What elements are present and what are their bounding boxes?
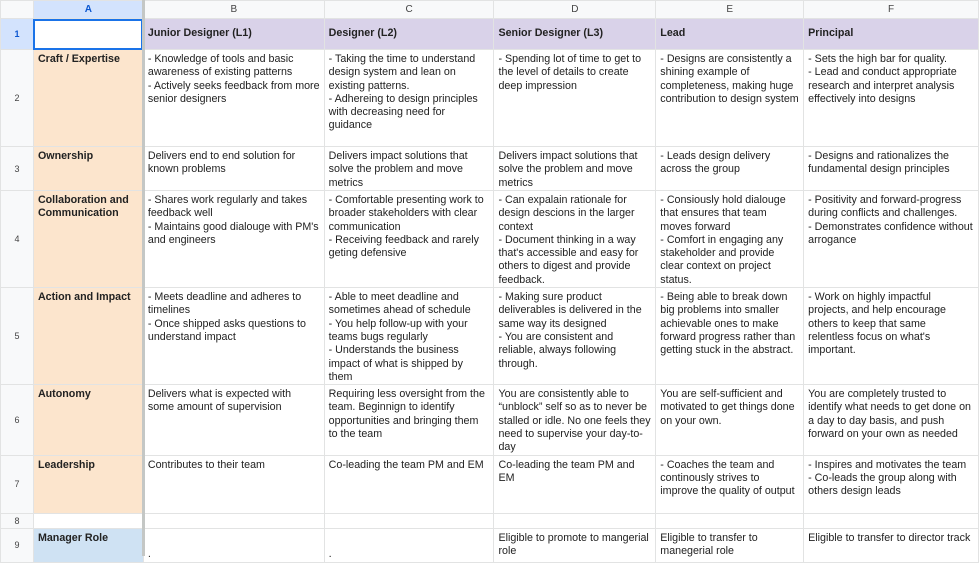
row-header-9[interactable]: 9 [1, 528, 34, 562]
cell-d2[interactable] [494, 50, 656, 147]
row-header-5[interactable]: 5 [1, 288, 34, 385]
table-row [1, 191, 979, 288]
category-cell[interactable]: Leadership [33, 455, 143, 513]
cell-line: - Shares work regularly and takes feedback well [147, 194, 308, 220]
cell-b2[interactable] [143, 50, 324, 147]
cell-d5[interactable] [494, 288, 656, 385]
category-cell[interactable]: Collaboration and Communication [33, 191, 143, 288]
row-header-7[interactable]: 7 [1, 455, 34, 513]
cell-b3[interactable] [143, 147, 324, 191]
column-header-a[interactable]: A [33, 1, 143, 19]
column-header-e[interactable]: E [656, 1, 804, 19]
cell-line: - Can expalain rationale for design descions in the larger context [498, 194, 635, 233]
row-header-4[interactable]: 4 [1, 191, 34, 288]
cell-c4[interactable] [324, 191, 494, 288]
cell-f5[interactable] [804, 288, 979, 385]
cell-e2[interactable] [656, 50, 804, 147]
category-cell[interactable]: Action and Impact [33, 288, 143, 385]
cell-b7[interactable] [143, 455, 324, 513]
category-cell[interactable]: Craft / Expertise [33, 50, 143, 147]
cell-line: - Once shipped asks questions to understand impact [147, 317, 306, 343]
cell-line: . [147, 548, 151, 561]
cell-e9[interactable] [656, 528, 804, 562]
cell-line: - Comfort in engaging any stakeholder and provide clear context on project status. [660, 233, 784, 286]
cell-c9[interactable] [324, 528, 494, 562]
cell-line: Delivers what is expected with some amount of supervision [147, 388, 292, 414]
cell-line: - Designs are consistently a shining example of completeness, making huge contribution to design system [660, 53, 799, 105]
cell-line: - Lead and conduct appropriate research and interpret analysis effectively into designs [808, 66, 957, 105]
cell-line: Requiring less oversight from the team. Beginnign to identify opportunities and bringing them to the team [328, 388, 485, 441]
cell-line: Co-leading the team PM and EM [328, 458, 484, 471]
header-cell-junior[interactable]: Junior Designer (L1) [143, 19, 324, 50]
cell-line: - Designs and rationalizes the fundamental design principles [808, 150, 950, 176]
cell-f6[interactable] [804, 385, 979, 455]
cell-e4[interactable] [656, 191, 804, 288]
cell-f9[interactable] [804, 528, 979, 562]
cell-c5[interactable] [324, 288, 494, 385]
cell-c6[interactable] [324, 385, 494, 455]
header-cell-principal[interactable]: Principal [804, 19, 979, 50]
cell-line: - Understands the business impact of what is shipped by them [328, 344, 463, 383]
cell-c8[interactable] [324, 513, 494, 528]
row-header-2[interactable]: 2 [1, 50, 34, 147]
cell-line: - Leads design delivery across the group [660, 150, 771, 176]
cell-line: - Taking the time to understand design system and lean on existing patterns. [328, 53, 476, 92]
cell-line: - Actively seeks feedback from more senior designers [147, 79, 320, 105]
cell-e8[interactable] [656, 513, 804, 528]
cell-line: - Coaches the team and continously strives to improve the quality of output [660, 458, 795, 498]
cell-f3[interactable] [804, 147, 979, 191]
table-row [1, 455, 979, 513]
cell-line: - Spending lot of time to get to the level of details to create deep impression [498, 53, 642, 92]
cell-c7[interactable] [324, 455, 494, 513]
header-cell-senior[interactable]: Senior Designer (L3) [494, 19, 656, 50]
cell-line: You are self-sufficient and motivated to get things done on your own. [660, 388, 795, 427]
cell-f8[interactable] [804, 513, 979, 528]
cell-line: - Consiously hold dialouge that ensures that team moves forward [660, 194, 786, 233]
cell-line: You are consistently able to “unblock” self so as to never be stalled or idle. No one feels they need to supervise your day-to-day [498, 388, 651, 454]
category-cell[interactable]: Autonomy [33, 385, 143, 455]
cell-b6[interactable] [143, 385, 324, 455]
category-cell[interactable]: Manager Role [33, 528, 143, 562]
header-cell-lead[interactable]: Lead [656, 19, 804, 50]
cell-line: You are completely trusted to identify what needs to get done on a day to day basis, and push forward on your own as needed [808, 388, 971, 441]
cell-line: Delivers impact solutions that solve the problem and move metrics [498, 150, 638, 189]
cell-line: - Making sure product deliverables is delivered in the same way its designed [498, 291, 642, 330]
cell-line: - You help follow-up with your teams bugs regularly [328, 317, 468, 343]
row-header-1[interactable]: 1 [1, 19, 34, 50]
cell-line: - Maintains good dialouge with PM's and engineers [147, 220, 319, 246]
cell-d6[interactable] [494, 385, 656, 455]
cell-line: Contributes to their team [147, 458, 265, 471]
cell-d9[interactable] [494, 528, 656, 562]
cell-line: Co-leading the team PM and EM [498, 458, 635, 484]
cell-line: - Being able to break down big problems into smaller achievable ones to make forward progress rather than getting stuck in the abstract. [660, 291, 796, 357]
column-header-f[interactable]: F [804, 1, 979, 19]
cell-f4[interactable] [804, 191, 979, 288]
column-header-c[interactable]: C [324, 1, 494, 19]
cell-line: - Knowledge of tools and basic awareness of existing patterns [147, 53, 294, 79]
cell-b9[interactable] [143, 528, 324, 562]
cell-d7[interactable] [494, 455, 656, 513]
cell-f7[interactable] [804, 455, 979, 513]
cell-d3[interactable] [494, 147, 656, 191]
cell-line: Eligible to transfer to director track [808, 531, 971, 544]
cell-e3[interactable] [656, 147, 804, 191]
table-row [1, 147, 979, 191]
row-header-8[interactable]: 8 [1, 513, 34, 528]
cell-line: - Adhereing to design principles with decreasing need for guidance [328, 92, 478, 132]
category-cell[interactable]: Ownership [33, 147, 143, 191]
cell-e7[interactable] [656, 455, 804, 513]
cell-line: - Positivity and forward-progress during conflicts and challenges. [808, 194, 962, 220]
cell-b5[interactable] [143, 288, 324, 385]
cell-b8[interactable] [143, 513, 324, 528]
cell-line: - You are consistent and reliable, always following through. [498, 330, 617, 370]
row-header-3[interactable]: 3 [1, 147, 34, 191]
cell-line: - Comfortable presenting work to broader stakeholders with clear communication [328, 194, 484, 233]
column-header-b[interactable]: B [143, 1, 324, 19]
cell-a1-selected[interactable] [33, 19, 143, 50]
cell-a8[interactable] [33, 513, 143, 528]
cell-d8[interactable] [494, 513, 656, 528]
cell-d4[interactable] [494, 191, 656, 288]
cell-line: - Meets deadline and adheres to timelines [147, 291, 302, 317]
header-cell-designer[interactable]: Designer (L2) [324, 19, 494, 50]
table-row [1, 528, 979, 562]
cell-line: - Work on highly impactful projects, and help encourage others to keep that same relentless focus on what's important. [808, 291, 947, 357]
table-row [1, 288, 979, 385]
cell-line: - Receiving feedback and rarely geting defensive [328, 233, 479, 260]
cell-line: Delivers end to end solution for known problems [147, 150, 296, 176]
column-header-d[interactable]: D [494, 1, 656, 19]
cell-line: - Inspires and motivates the team [808, 458, 967, 471]
table-row [1, 385, 979, 455]
table-row [1, 50, 979, 147]
cell-line: Delivers impact solutions that solve the problem and move metrics [328, 150, 468, 189]
cell-c3[interactable] [324, 147, 494, 191]
cell-c2[interactable] [324, 50, 494, 147]
frozen-column-divider[interactable] [142, 0, 145, 556]
cell-line: - Able to meet deadline and sometimes ahead of schedule [328, 291, 471, 317]
cell-f2[interactable] [804, 50, 979, 147]
cell-line: Eligible to promote to mangerial role [498, 531, 649, 557]
cell-line: Eligible to transfer to manegerial role [660, 531, 758, 557]
cell-e5[interactable] [656, 288, 804, 385]
cell-line: - Demonstrates confidence without arrogance [808, 220, 973, 246]
cell-line: - Sets the high bar for quality. [808, 53, 947, 65]
table-row [1, 513, 979, 528]
select-all-corner[interactable] [1, 1, 34, 19]
cell-e6[interactable] [656, 385, 804, 455]
cell-line: - Co-leads the group along with others design leads [808, 471, 957, 498]
cell-b4[interactable] [143, 191, 324, 288]
cell-line: . [328, 548, 332, 561]
cell-line: - Document thinking in a way that's accessible and easy for others to digest and provide feedback. [498, 233, 639, 286]
row-header-6[interactable]: 6 [1, 385, 34, 455]
